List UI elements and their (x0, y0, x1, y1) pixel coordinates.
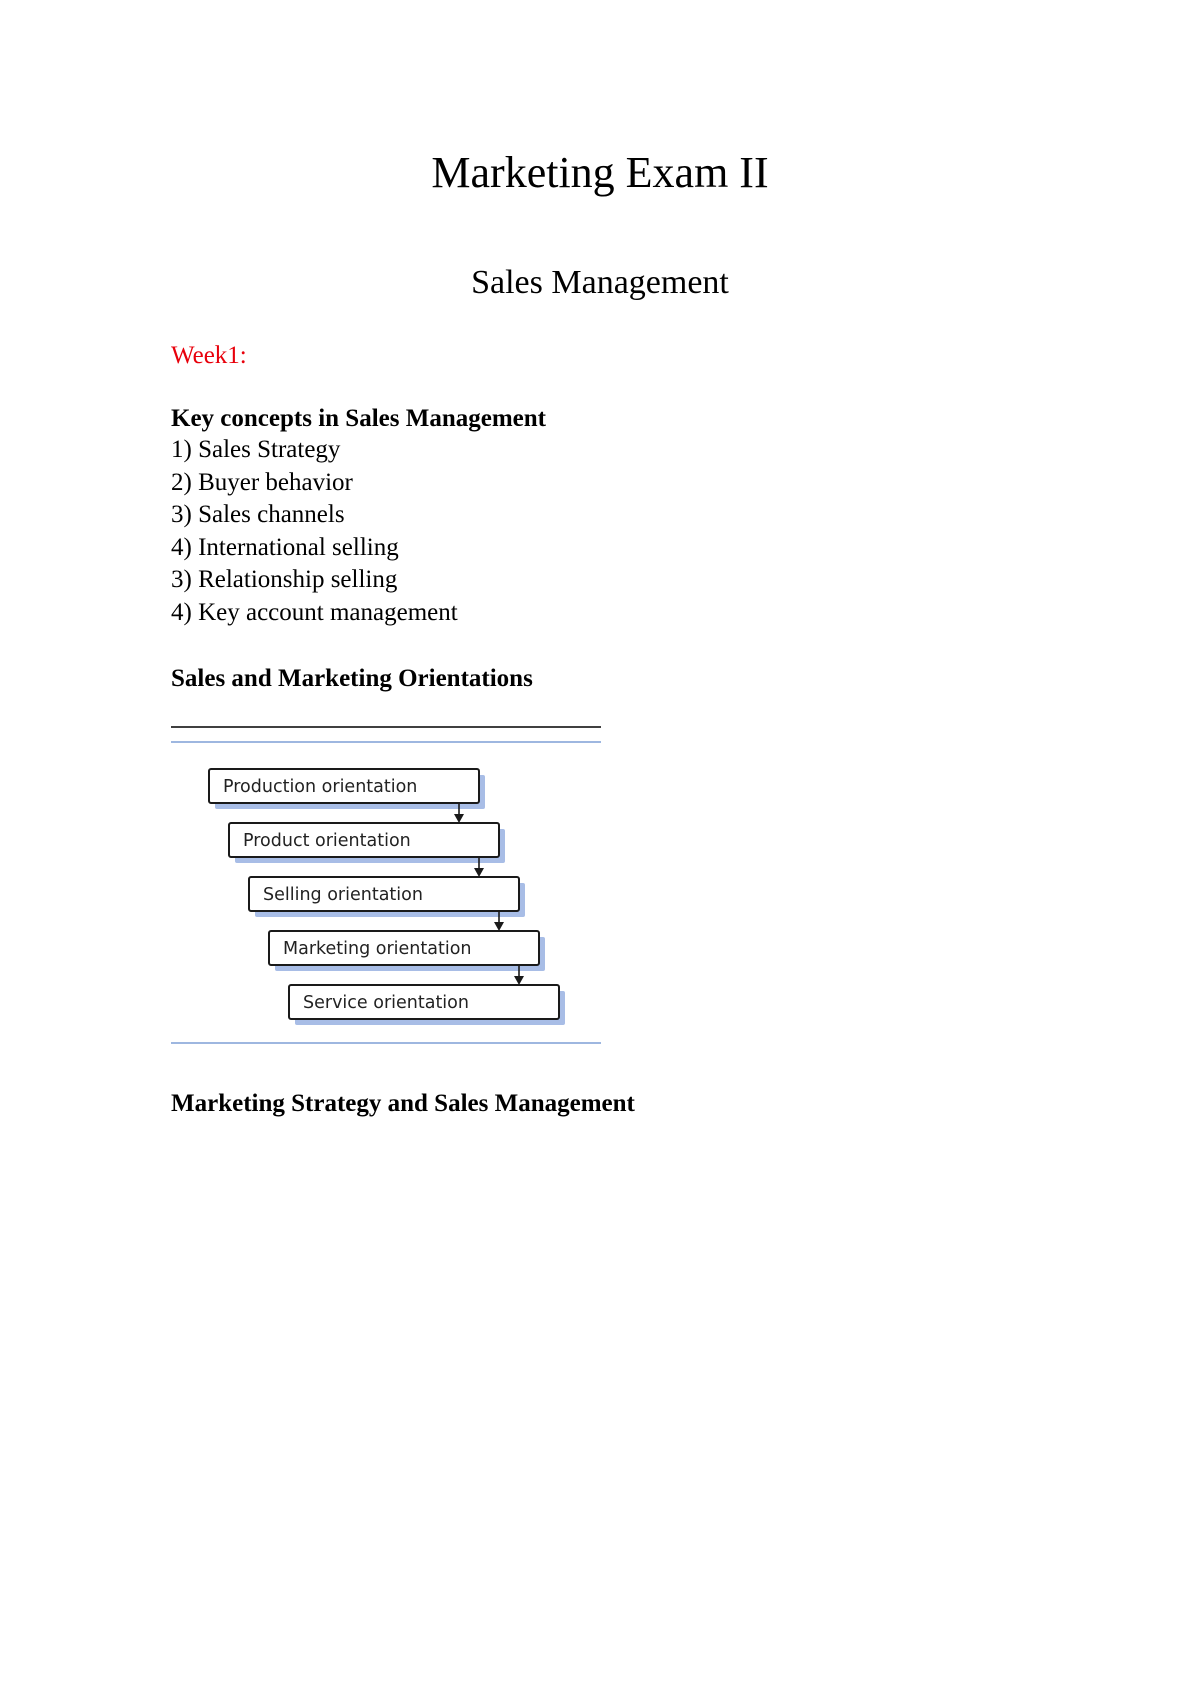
step-label: Product orientation (243, 831, 411, 851)
step-arrow-head (514, 976, 524, 985)
list-item: 1) Sales Strategy (171, 436, 341, 463)
key-concepts-section (171, 404, 546, 629)
list-item: 2) Buyer behavior (171, 468, 353, 496)
list-item: 4) Key account management (171, 598, 458, 626)
list-item: 4) International selling (171, 533, 399, 561)
orientation-steps (209, 769, 565, 1025)
list-item: 3) Sales channels (171, 501, 345, 528)
strategy-heading: Marketing Strategy and Sales Management (171, 1090, 635, 1117)
key-concepts-heading: Key concepts in Sales Management (171, 405, 546, 432)
step-label: Selling orientation (263, 885, 423, 905)
step-arrow-head (474, 868, 484, 877)
step-arrow-head (454, 814, 464, 823)
step-arrow-head (494, 922, 504, 931)
orientations-heading: Sales and Marketing Orientations (171, 665, 533, 692)
key-concepts-list (171, 434, 546, 629)
step-label: Marketing orientation (283, 939, 472, 959)
step-label: Service orientation (303, 993, 469, 1013)
orientations-figure (171, 725, 601, 1045)
orientations-diagram (171, 725, 601, 1045)
document-title: Marketing Exam II (431, 148, 769, 197)
list-item: 3) Relationship selling (171, 566, 398, 593)
step-label: Production orientation (223, 777, 418, 797)
document-subtitle: Sales Management (471, 264, 729, 301)
week-label: Week1: (171, 342, 247, 369)
